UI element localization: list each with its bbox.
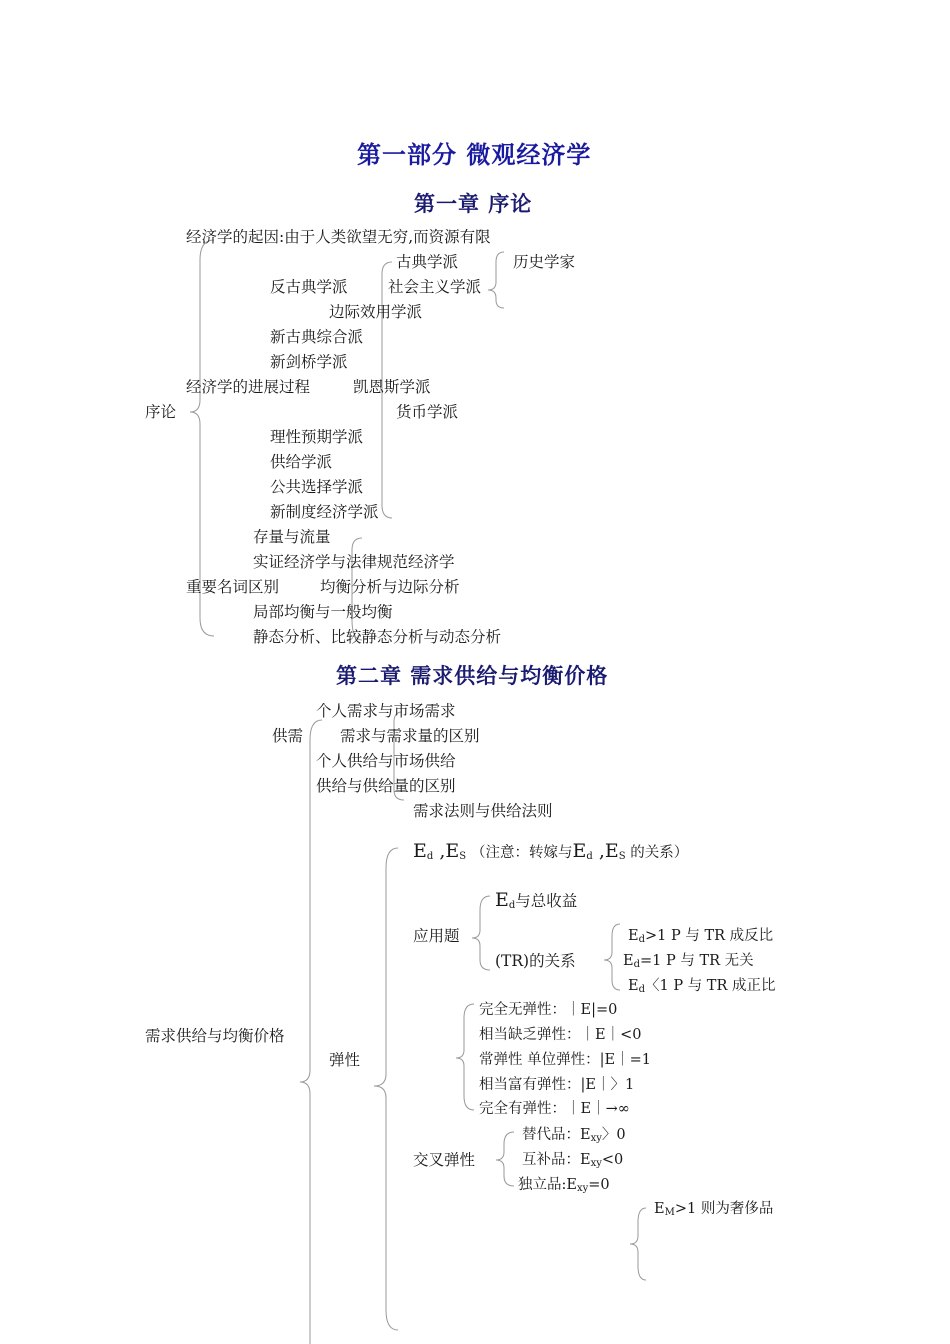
elasticity-type: 相当富有弹性：|E｜〉1 xyxy=(479,1077,635,1093)
school-institutional: 新制度经济学派 xyxy=(270,503,379,521)
tr-relation xyxy=(623,952,754,974)
root-xulun: 序论 xyxy=(145,403,177,421)
ed-subscript: d xyxy=(426,851,434,862)
brace-tr xyxy=(604,924,620,990)
cross-label: 交叉弹性 xyxy=(413,1151,476,1169)
tr-relation-text: 〈1 P 与 TR 成正比 xyxy=(645,978,776,994)
school-marginal: 边际效用学派 xyxy=(329,303,423,321)
cross-item-value: 〉0 xyxy=(601,1127,626,1143)
cross-item-value: <0 xyxy=(601,1152,624,1168)
elasticity-type: 常弹性 单位弹性：|E｜=1 xyxy=(479,1052,651,1068)
ed-symbol: E xyxy=(495,889,509,911)
ed-subscript: d xyxy=(638,934,645,945)
ed-symbol: E xyxy=(628,928,639,944)
tr-label: (TR)的关系 xyxy=(495,952,576,970)
brace-types xyxy=(456,1004,474,1110)
cross-item-label: 独立品:E xyxy=(518,1177,577,1193)
ed-total-revenue xyxy=(495,891,577,915)
xy-subscript: xy xyxy=(590,1133,602,1144)
app-label: 应用题 xyxy=(413,927,460,945)
ed-subscript: d xyxy=(633,959,640,970)
em-symbol: E xyxy=(654,1201,665,1217)
term-item: 局部均衡与一般均衡 xyxy=(253,603,393,621)
sd-item: 需求法则与供给法则 xyxy=(413,802,553,820)
cross-item-label: 替代品：E xyxy=(522,1127,591,1143)
root-ch2: 需求供给与均衡价格 xyxy=(145,1027,285,1045)
tr-relation-text: =1 P 与 TR 无关 xyxy=(640,953,754,969)
note-ed-symbol: E xyxy=(572,840,587,862)
origin-text: 经济学的起因:由于人类欲望无穷,而资源有限 xyxy=(186,228,491,246)
chapter1-title: 第一章 序论 xyxy=(414,191,533,216)
xy-subscript: xy xyxy=(576,1183,589,1194)
school-historical: 历史学家 xyxy=(513,253,576,271)
brace-elasticity xyxy=(374,848,398,1330)
cross-item xyxy=(518,1176,610,1198)
xy-subscript: xy xyxy=(590,1158,602,1169)
brace-cross xyxy=(496,1132,514,1186)
chapter2-title: 第二章 需求供给与均衡价格 xyxy=(336,663,609,688)
cross-item xyxy=(522,1126,626,1148)
ed-symbol: E xyxy=(413,840,427,862)
school-anti-classical: 反古典学派 xyxy=(270,278,348,296)
em-subscript: M xyxy=(664,1207,675,1218)
tr-relation-text: >1 P 与 TR 成反比 xyxy=(645,928,774,944)
es-subscript: S xyxy=(459,851,467,862)
sd-item: 个人需求与市场需求 xyxy=(316,702,456,720)
term-item: 实证经济学与法律规范经济学 xyxy=(253,553,455,571)
part-title: 第一部分 微观经济学 xyxy=(357,140,592,169)
elasticity-type: 完全无弹性：｜E|=0 xyxy=(479,1002,618,1018)
cross-item xyxy=(522,1151,623,1173)
ed-es-line xyxy=(413,842,688,866)
ed-es-note-pre: （注意：转嫁与 xyxy=(471,845,573,861)
sd-item: 需求与需求量的区别 xyxy=(340,727,480,745)
school-monetary: 货币学派 xyxy=(396,403,459,421)
terms-label: 重要名词区别 xyxy=(186,578,280,596)
school-classical: 古典学派 xyxy=(396,253,459,271)
ed-subscript: d xyxy=(508,900,516,911)
income-elasticity xyxy=(654,1200,773,1222)
brace-income xyxy=(630,1208,646,1280)
term-item: 均衡分析与边际分析 xyxy=(320,578,460,596)
income-text: >1 则为奢侈品 xyxy=(674,1201,774,1217)
note-ed-subscript: d xyxy=(586,851,593,862)
ed-symbol: E xyxy=(623,953,634,969)
brace-xulun xyxy=(190,240,214,636)
es-separator: ,E xyxy=(433,840,460,862)
tr-relation xyxy=(628,977,776,999)
elasticity-label: 弹性 xyxy=(329,1051,361,1069)
school-keynes: 凯恩斯学派 xyxy=(353,378,431,396)
ed-symbol: E xyxy=(628,978,639,994)
sd-label: 供需 xyxy=(272,727,304,745)
note-es-subscript: S xyxy=(618,851,626,862)
school-supply-side: 供给学派 xyxy=(270,453,333,471)
school-neo-classical: 新古典综合派 xyxy=(270,328,364,346)
elasticity-type: 完全有弹性：｜E｜→∞ xyxy=(479,1101,630,1117)
cross-item-label: 互补品：E xyxy=(522,1152,591,1168)
tr-relation xyxy=(628,927,773,949)
sd-item: 个人供给与市场供给 xyxy=(316,752,456,770)
brace-ch2 xyxy=(300,720,322,1344)
ed-subscript: d xyxy=(638,984,645,995)
brace-historical xyxy=(488,252,504,308)
progress-label: 经济学的进展过程 xyxy=(186,378,311,396)
ed-es-note-post: 的关系） xyxy=(625,845,689,861)
elasticity-type: 相当缺乏弹性：｜E｜<0 xyxy=(479,1027,642,1043)
school-public-choice: 公共选择学派 xyxy=(270,478,364,496)
brace-app xyxy=(472,896,490,970)
school-neo-cambridge: 新剑桥学派 xyxy=(270,353,348,371)
school-socialist: 社会主义学派 xyxy=(388,278,482,296)
sd-item: 供给与供给量的区别 xyxy=(316,777,456,795)
term-item: 存量与流量 xyxy=(253,528,331,546)
cross-item-value: =0 xyxy=(588,1177,610,1193)
note-es-separator: ,E xyxy=(592,840,619,862)
school-rational: 理性预期学派 xyxy=(270,428,364,446)
term-item: 静态分析、比较静态分析与动态分析 xyxy=(253,628,502,646)
ed-total-text: 与总收益 xyxy=(515,892,578,910)
